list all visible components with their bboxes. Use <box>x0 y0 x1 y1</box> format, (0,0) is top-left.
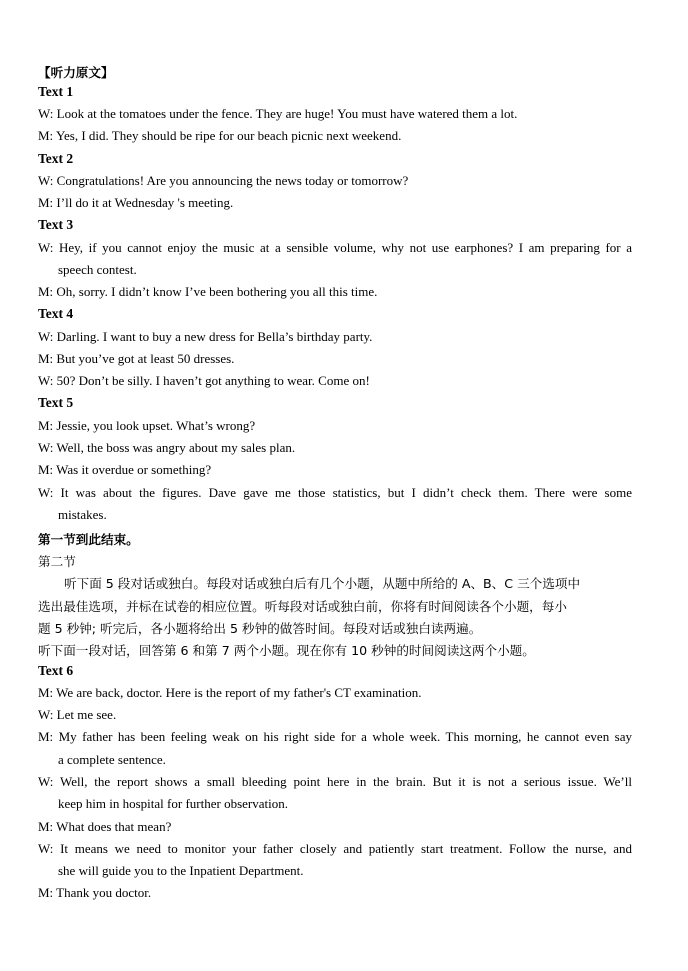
text2-line: W: Congratulations! Are you announcing the news today or tomorrow? <box>38 173 409 188</box>
text5-line: W: Well, the boss was angry about my sales plan. <box>38 440 296 455</box>
text5-line: M: Jessie, you look upset. What’s wrong? <box>38 418 256 433</box>
text5-heading: Text 5 <box>38 395 74 410</box>
text4-line: W: 50? Don’t be silly. I haven’t got anything to wear. Come on! <box>38 373 370 388</box>
text6-line: M: What does that mean? <box>38 819 172 834</box>
text2-heading: Text 2 <box>38 151 74 166</box>
text3-line: M: Oh, sorry. I didn’t know I’ve been bothering you all this time. <box>38 284 378 299</box>
text6-line: W: Let me see. <box>38 707 117 722</box>
page-title: 【听力原文】 <box>38 65 114 80</box>
text1-heading: Text 1 <box>38 84 74 99</box>
section2-instruction: 选出最佳选项，并标在试卷的相应位置。听每段对话或独白前，你将有时间阅读各个小题，每小 <box>38 599 567 614</box>
text6-line: W: Well, the report shows a small bleeding point here in the brain. But it is not a serious issue. We’ll <box>38 774 632 789</box>
text3-heading: Text 3 <box>38 217 74 232</box>
text4-line: W: Darling. I want to buy a new dress for Bella’s birthday party. <box>38 329 373 344</box>
text6-line: M: My father has been feeling weak on his right side for a whole week. This morning, he cannot even say <box>38 729 632 744</box>
text5-line: W: It was about the figures. Dave gave me those statistics, but I didn’t check them. There were some <box>38 485 632 500</box>
text6-line: M: We are back, doctor. Here is the report of my father's CT examination. <box>38 685 422 700</box>
text6-line: M: Thank you doctor. <box>38 885 152 900</box>
section2-instruction: 听下面 5 段对话或独白。每段对话或独白后有几个小题，从题中所给的 A、B、C 三个选项中 <box>64 576 581 591</box>
text6-heading: Text 6 <box>38 663 74 678</box>
text3-line: W: Hey, if you cannot enjoy the music at a sensible volume, why not use earphones? I am preparing for a <box>38 240 632 255</box>
text6-line-cont: she will guide you to the Inpatient Department. <box>58 863 304 878</box>
text1-line: W: Look at the tomatoes under the fence. They are huge! You must have watered them a lot. <box>38 106 518 121</box>
text2-line: M: I’ll do it at Wednesday 's meeting. <box>38 195 234 210</box>
text5-line-cont: mistakes. <box>58 507 107 522</box>
section2-heading: 第二节 <box>38 554 76 569</box>
text3-line-cont: speech contest. <box>58 262 137 277</box>
text4-line: M: But you’ve got at least 50 dresses. <box>38 351 235 366</box>
text6-line-cont: a complete sentence. <box>58 752 166 767</box>
section2-instruction: 题 5 秒钟; 听完后，各小题将给出 5 秒钟的做答时间。每段对话或独白读两遍。 <box>38 621 482 636</box>
section1-end-note: 第一节到此结束。 <box>38 532 139 547</box>
text1-line: M: Yes, I did. They should be ripe for our beach picnic next weekend. <box>38 128 402 143</box>
text4-heading: Text 4 <box>38 306 74 321</box>
text5-line: M: Was it overdue or something? <box>38 462 212 477</box>
section2-instruction: 听下面一段对话，回答第 6 和第 7 两个小题。现在你有 10 秒钟的时间阅读这两个小题。 <box>38 643 535 658</box>
text6-line-cont: keep him in hospital for further observation. <box>58 796 288 811</box>
text6-line: W: It means we need to monitor your father closely and patiently start treatment. Follow the nurse, and <box>38 841 632 856</box>
